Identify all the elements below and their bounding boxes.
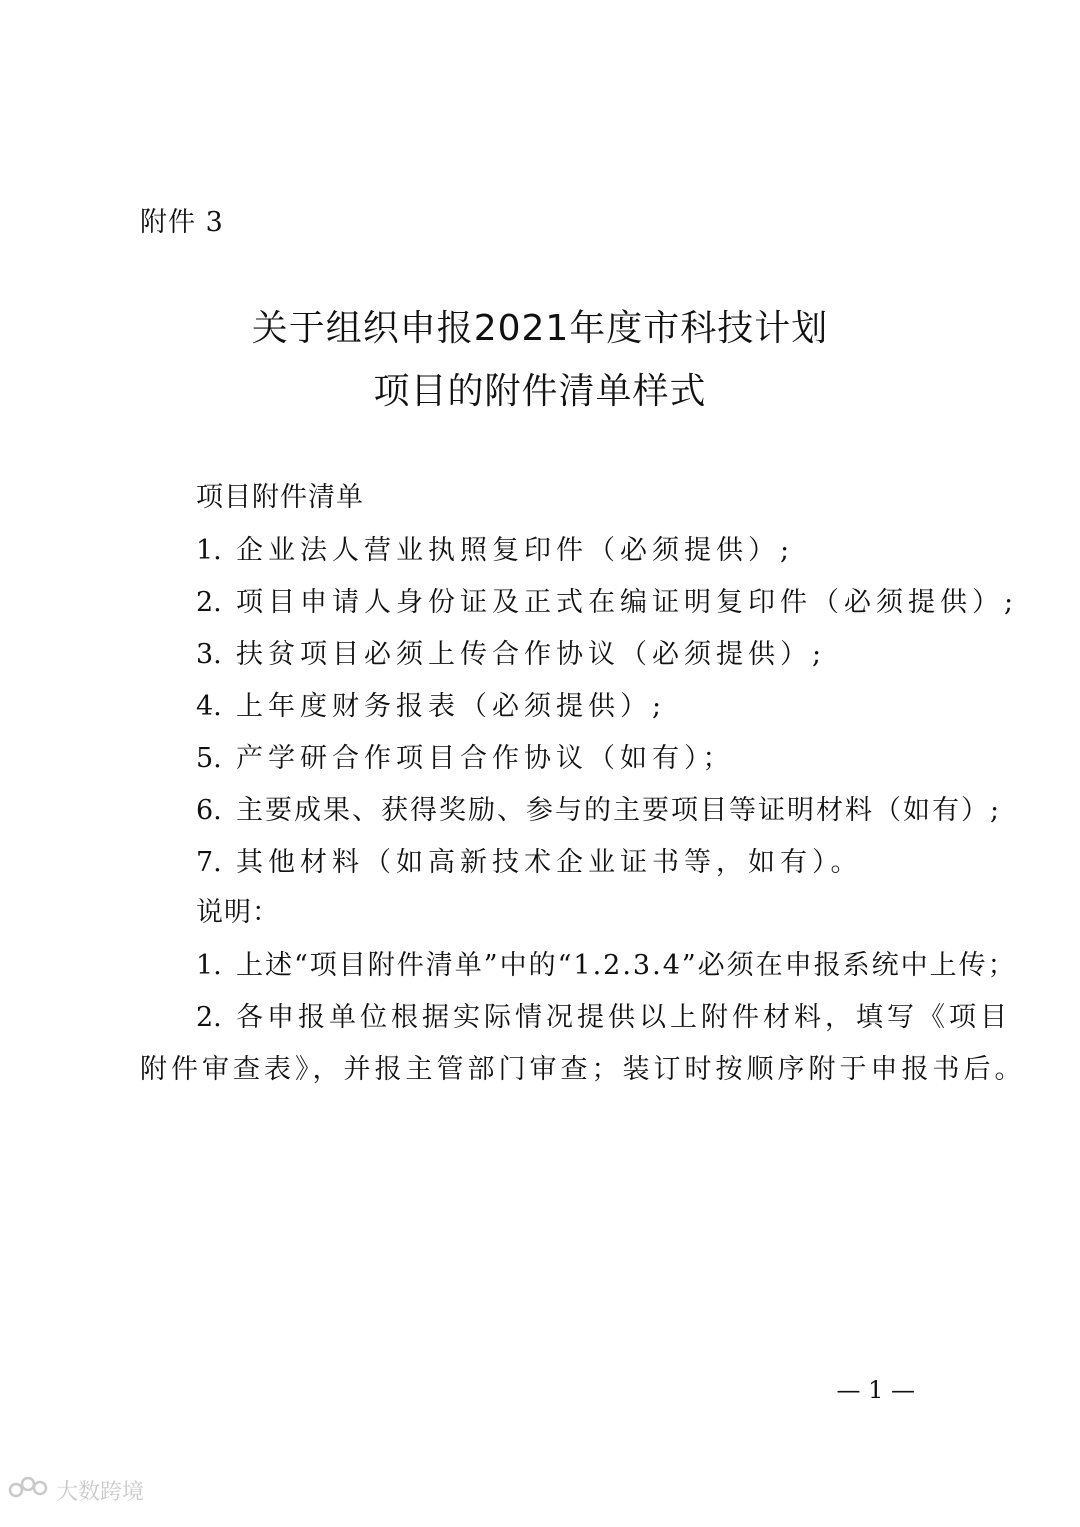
item-number: 5. [196,743,222,774]
attachment-label: 附件 3 [140,207,224,238]
document-title-line-1: 关于组织申报2021年度市科技计划 [251,308,829,349]
checklist-item-7 [196,840,863,879]
page-number-text: — 1 — [836,1376,915,1404]
watermark [8,1474,144,1506]
watermark-logo-icon [8,1474,50,1506]
watermark-text: 大数跨境 [56,1479,145,1505]
checklist-heading: 项目附件清单 [196,482,364,513]
note-number: 2. [196,1002,222,1033]
checklist-item-3 [196,632,826,671]
document-title-line-2: 项目的附件清单样式 [373,371,707,412]
note-number: 1. [196,950,222,981]
item-text: 产学研合作项目合作协议（如有）； [236,743,735,774]
checklist-item-5 [196,736,735,775]
item-text: 扶贫项目必须上传合作协议（必须提供）; [236,639,827,670]
item-number: 4. [196,691,222,722]
note-item-1 [196,943,1017,982]
page-number [0,1376,1080,1404]
note-item-2-continuation: 附件审查表》，并报主管部门审查；装订时按顺序附于申报书后。 [140,1054,1026,1085]
notes-heading: 说明： [196,897,280,928]
item-text: 上年度财务报表（必须提供）; [236,691,667,722]
note-text: 各申报单位根据实际情况提供以上附件材料，填写《项目 [236,1002,1011,1033]
item-text: 主要成果、获得奖励、参与的主要项目等证明材料（如有）; [236,795,1002,826]
checklist-item-6 [196,788,1001,827]
note-item-2 [196,995,1011,1034]
checklist-item-1 [196,528,794,567]
item-text: 项目申请人身份证及正式在编证明复印件（必须提供）; [236,587,1019,618]
checklist-item-2 [196,580,1018,619]
item-number: 1. [196,535,222,566]
item-number: 2. [196,587,222,618]
checklist-item-4 [196,684,666,723]
item-number: 7. [196,847,222,878]
item-text: 其他材料（如高新技术企业证书等，如有）。 [236,847,863,878]
item-number: 3. [196,639,222,670]
note-text: 上述“项目附件清单”中的“1.2.3.4”必须在申报系统中上传； [236,950,1017,981]
item-number: 6. [196,795,222,826]
item-text: 企业法人营业执照复印件（必须提供）; [236,535,795,566]
